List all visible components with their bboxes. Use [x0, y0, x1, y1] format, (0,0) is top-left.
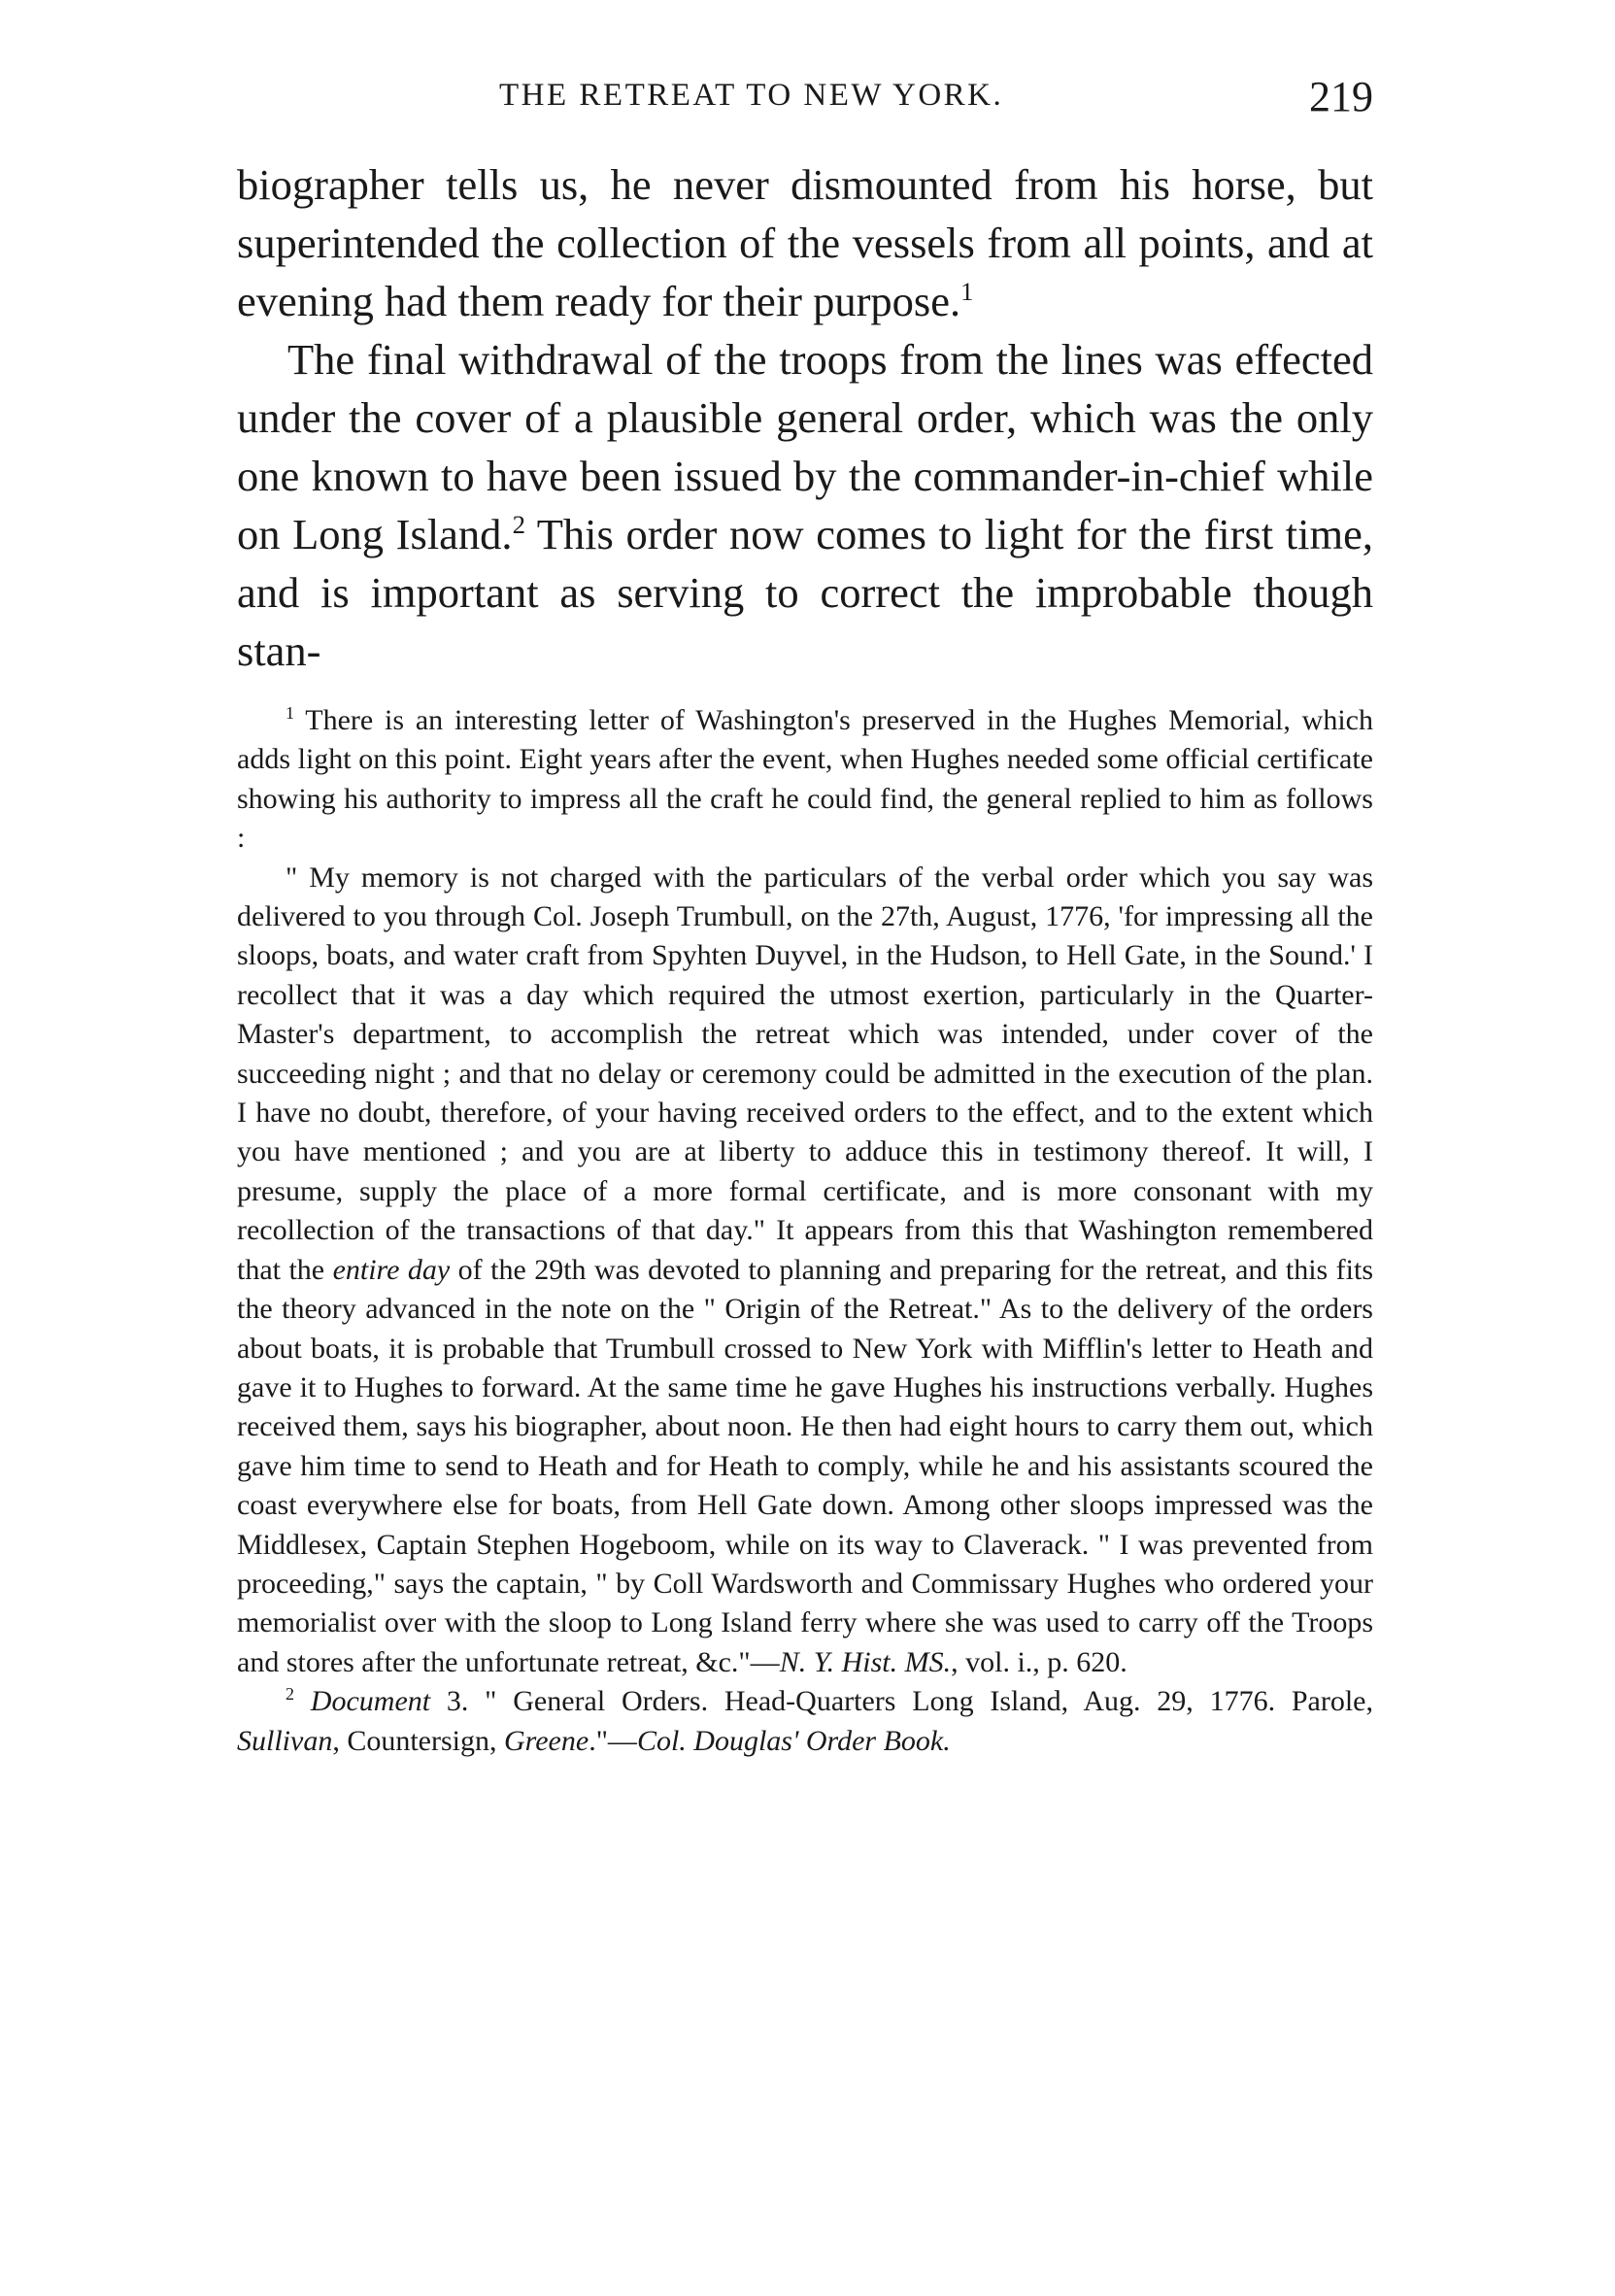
footnote-2-text-c: ."—	[589, 1724, 637, 1757]
footnote-2-countersign: Greene	[504, 1724, 589, 1757]
footnote-1-quote-b: of the 29th was devoted to planning and preparing for the retreat, and this fits the theory advanced in the note on the " Origin of the Retreat." As to the delivery of the orders about boats, it is probable that Trumbull crossed to New York with Mifflin's letter to Heath and gave it to Hughes to forward. At the same time he gave Hughes his instructions verbally. Hughes received them, says his biographer, about noon. He then had eight hours to carry them out, which gave him time to send to Heath and for Heath to comply, while he and his assistants scoured the coast everywhere else for boats, from Hell Gate down. Among other sloops impressed was the Middlesex, Captain Stephen Hogeboom, while on its way to Claverack. " I was prevented from proceeding," says the captain, " by Coll Wardsworth and Commissary Hughes who ordered your memorialist over with the sloop to Long Island ferry where she was used to carry off the Troops and stores after the unfortunate retreat, &c."—	[237, 1253, 1373, 1678]
footnote-1-quote	[237, 859, 1373, 1683]
running-header	[237, 73, 1373, 136]
footnote-2-text-a: 3. " General Orders. Head-Quarters Long Island, Aug. 29, 1776. Parole,	[430, 1685, 1373, 1718]
footnote-2-parole: Sullivan	[237, 1724, 333, 1757]
running-title: THE RETREAT TO NEW YORK.	[499, 78, 1004, 113]
note-ref-2: 2	[512, 510, 525, 540]
paragraph-1-text: biographer tells us, he never dismounted from his horse, but superintended the collection of the vessels from all points, and at evening had them ready for their purpose.	[237, 160, 1373, 325]
footnote-1-source: N. Y. Hist. MS.	[779, 1645, 952, 1678]
footnote-1-source-tail: , vol. i., p. 620.	[951, 1645, 1127, 1678]
footnote-2-source: Col. Douglas' Order Book.	[636, 1724, 951, 1757]
footnote-2-document: Document	[310, 1685, 431, 1718]
footnote-1-intro-text: There is an interesting letter of Washington's preserved in the Hughes Memorial, which adds light on this point. Eight years after the event, when Hughes needed some official certificate showing his authority to impress all the craft he could find, the general replied to him as follows :	[237, 704, 1373, 855]
footnote-2	[237, 1682, 1373, 1761]
footnote-1-marker: 1	[286, 703, 294, 723]
footnote-1-quote-italic: entire day	[332, 1253, 451, 1286]
paragraph-2-text-b: This order now comes to light for the first time, and is important as serving to correct the improbable though stan-	[237, 510, 1374, 675]
paragraph-2	[237, 330, 1373, 680]
footnote-2-marker: 2	[286, 1684, 294, 1705]
note-ref-1: 1	[960, 277, 974, 307]
footnote-1-quote-a: " My memory is not charged with the particulars of the verbal order which you say was delivered to you through Col. Joseph Trumbull, on the 27th, August, 1776, 'for impressing all the sloops, boats, and water craft from Spyhten Duyvel, in the Hudson, to Hell Gate, in the Sound.' I recollect that it was a day which required the utmost exertion, particularly in the Quarter-Master's department, to accomplish the retreat which was intended, under cover of the succeeding night ; and that no delay or ceremony could be admitted in the execution of the plan. I have no doubt, therefore, of your having received orders to the effect, and to the extent which you have mentioned ; and you are at liberty to adduce this in testimony thereof. It will, I presume, supply the place of a more formal certificate, and is more consonant with my recollection of the transactions of that day." It appears from this that Washington remembered that the	[237, 861, 1373, 1286]
paragraph-1	[237, 155, 1373, 330]
paragraph-2-text-a: The final withdrawal of the troops from the lines was effected under the cover of a plausible general order, which was the only one known to have been issued by the commander-in-chief while on Long Island.	[237, 335, 1373, 558]
footnote-1-intro	[237, 701, 1373, 859]
page-number: 219	[1309, 73, 1373, 120]
footnotes	[237, 701, 1373, 1761]
footnote-2-text-b: , Countersign,	[332, 1724, 504, 1757]
main-text	[237, 155, 1373, 680]
